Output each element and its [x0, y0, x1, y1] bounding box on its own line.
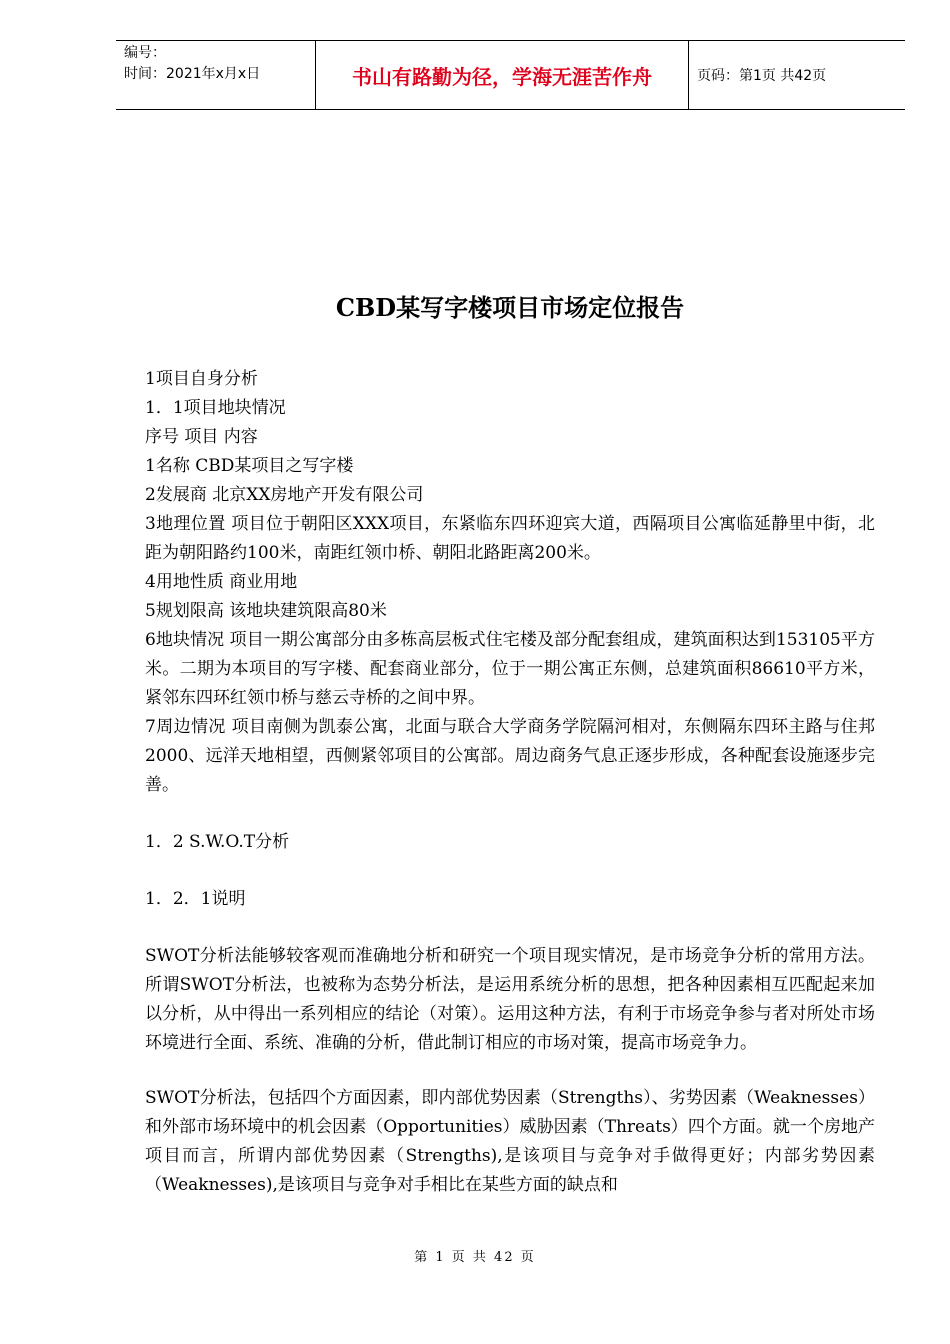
header-motto: 书山有路勤为径，学海无涯苦作舟 [316, 41, 689, 109]
document-title: CBD某写字楼项目市场定位报告 [335, 293, 685, 322]
paragraph: 2发展商 北京XX房地产开发有限公司 [145, 485, 424, 505]
page-header [116, 40, 905, 110]
paragraph: 1．1项目地块情况 [145, 398, 286, 418]
paragraph: 6地块情况 项目一期公寓部分由多栋高层板式住宅楼及部分配套组成，建筑面积达到153105平方米。二期为本项目的写字楼、配套商业部分，位于一期公寓正东侧，总建筑面积86610平方米，紧邻东四环红领巾桥与慈云寺桥的之间中界。 [145, 630, 875, 708]
spacer [145, 800, 875, 828]
paragraph: 3地理位置 项目位于朝阳区XXX项目，东紧临东四环迎宾大道，西隔项目公寓临延静里中街，北距为朝阳路约100米，南距红领巾桥、朝阳北路距离200米。 [145, 514, 875, 563]
header-meta [116, 41, 316, 109]
page-footer: 第 1 页 共 42 页 [414, 1250, 536, 1265]
time-label: 时间：2021年x月x日 [124, 66, 261, 82]
document-body [145, 365, 875, 1200]
paragraph: 1名称 CBD某项目之写字楼 [145, 456, 354, 476]
spacer [145, 857, 875, 885]
paragraph: SWOT分析法，包括四个方面因素，即内部优势因素（Strengths）、劣势因素（Weaknesses）和外部市场环境中的机会因素（Opportunities）威胁因素（Threats）四个方面。就一个房地产项目而言，所谓内部优势因素（Strengths),是该项目与竞争对手做得更好；内部劣势因素（Weaknesses),是该项目与竞争对手相比在某些方面的缺点和 [145, 1088, 875, 1195]
paragraph: 5规划限高 该地块建筑限高80米 [145, 601, 387, 621]
paragraph: 序号 项目 内容 [145, 427, 258, 447]
spacer [145, 914, 875, 942]
section-heading-desc: 1．2．1说明 [145, 889, 246, 909]
spacer [145, 1058, 875, 1084]
paragraph: 1项目自身分析 [145, 369, 258, 389]
section-heading-swot: 1．2 S.W.O.T分析 [145, 832, 290, 852]
header-page-label: 页码：第1页 共42页 [697, 68, 827, 84]
number-label: 编号： [124, 45, 166, 61]
paragraph: SWOT分析法能够较客观而准确地分析和研究一个项目现实情况，是市场竞争分析的常用方法。所谓SWOT分析法，也被称为态势分析法，是运用系统分析的思想，把各种因素相互匹配起来加以分析，从中得出一系列相应的结论（对策）。运用这种方法，有利于市场竞争参与者对所处市场环境进行全面、系统、准确的分析，借此制订相应的市场对策，提高市场竞争力。 [145, 946, 875, 1053]
paragraph: 7周边情况 项目南侧为凯泰公寓，北面与联合大学商务学院隔河相对，东侧隔东四环主路与住邦2000、远洋天地相望，西侧紧邻项目的公寓部。周边商务气息正逐步形成，各种配套设施逐步完善。 [145, 717, 875, 795]
paragraph: 4用地性质 商业用地 [145, 572, 298, 592]
